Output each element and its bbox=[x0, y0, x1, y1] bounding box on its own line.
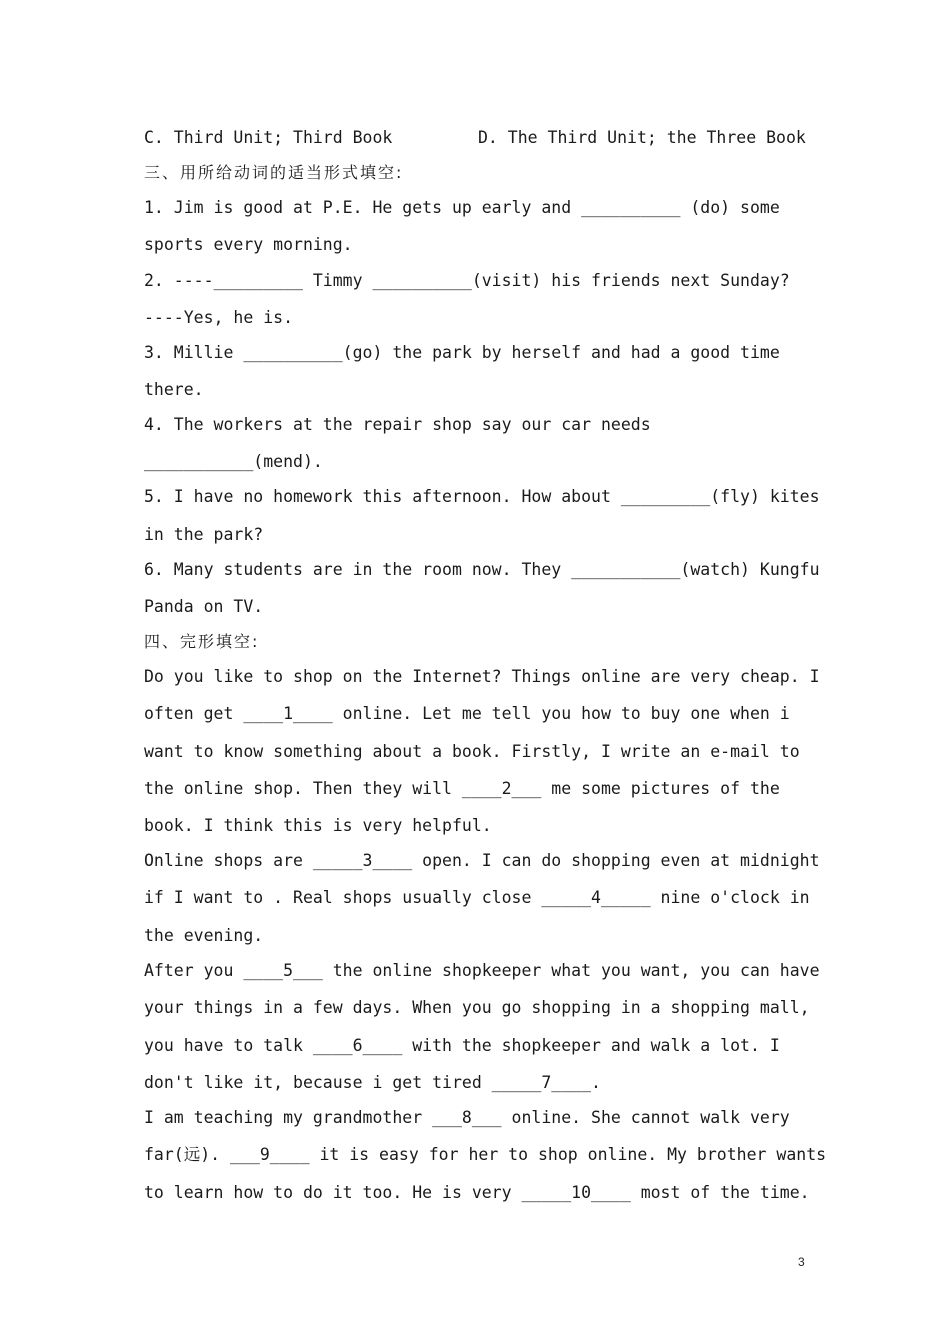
text-line: 2. ----_________ Timmy __________(visit) his friends next Sunday? bbox=[144, 271, 790, 290]
text-line: book. I think this is very helpful. bbox=[144, 816, 492, 835]
text-line: ___________(mend). bbox=[144, 452, 323, 471]
text-line: the online shop. Then they will ____2___ me some pictures of the bbox=[144, 779, 780, 798]
text-line: Panda on TV. bbox=[144, 597, 264, 616]
section-3-heading: 三、用所给动词的适当形式填空: bbox=[144, 163, 404, 182]
page-number: 3 bbox=[798, 1255, 805, 1269]
text-line: 3. Millie __________(go) the park by herself and had a good time bbox=[144, 343, 780, 362]
text-line: 4. The workers at the repair shop say our car needs bbox=[144, 415, 651, 434]
option-c: C. Third Unit; Third Book bbox=[144, 128, 393, 147]
text-line: want to know something about a book. Firstly, I write an e-mail to bbox=[144, 742, 800, 761]
text-line: often get ____1____ online. Let me tell you how to buy one when i bbox=[144, 704, 790, 723]
text-line: ----Yes, he is. bbox=[144, 308, 294, 327]
text-line: 5. I have no homework this afternoon. How about _________(fly) kites bbox=[144, 487, 820, 506]
section-4-heading: 四、完形填空: bbox=[144, 632, 260, 651]
text-line: in the park? bbox=[144, 525, 264, 544]
text-line: Do you like to shop on the Internet? Things online are very cheap. I bbox=[144, 667, 820, 686]
text-line: far(远). ___9____ it is easy for her to shop online. My brother wants bbox=[144, 1145, 827, 1164]
text-line: 6. Many students are in the room now. They ___________(watch) Kungfu bbox=[144, 560, 820, 579]
text-line: if I want to . Real shops usually close _____4_____ nine o'clock in bbox=[144, 888, 810, 907]
text-line: there. bbox=[144, 380, 204, 399]
text-line: the evening. bbox=[144, 926, 264, 945]
text-line: your things in a few days. When you go shopping in a shopping mall, bbox=[144, 998, 810, 1017]
text-line: sports every morning. bbox=[144, 235, 353, 254]
text-line: to learn how to do it too. He is very _____10____ most of the time. bbox=[144, 1183, 810, 1202]
option-d: D. The Third Unit; the Three Book bbox=[478, 128, 806, 147]
text-line: you have to talk ____6____ with the shopkeeper and walk a lot. I bbox=[144, 1036, 780, 1055]
text-line: Online shops are _____3____ open. I can do shopping even at midnight bbox=[144, 851, 820, 870]
text-line: 1. Jim is good at P.E. He gets up early and __________ (do) some bbox=[144, 198, 780, 217]
text-line: I am teaching my grandmother ___8___ online. She cannot walk very bbox=[144, 1108, 790, 1127]
text-line: don't like it, because i get tired _____7____. bbox=[144, 1073, 601, 1092]
text-line: After you ____5___ the online shopkeeper what you want, you can have bbox=[144, 961, 820, 980]
